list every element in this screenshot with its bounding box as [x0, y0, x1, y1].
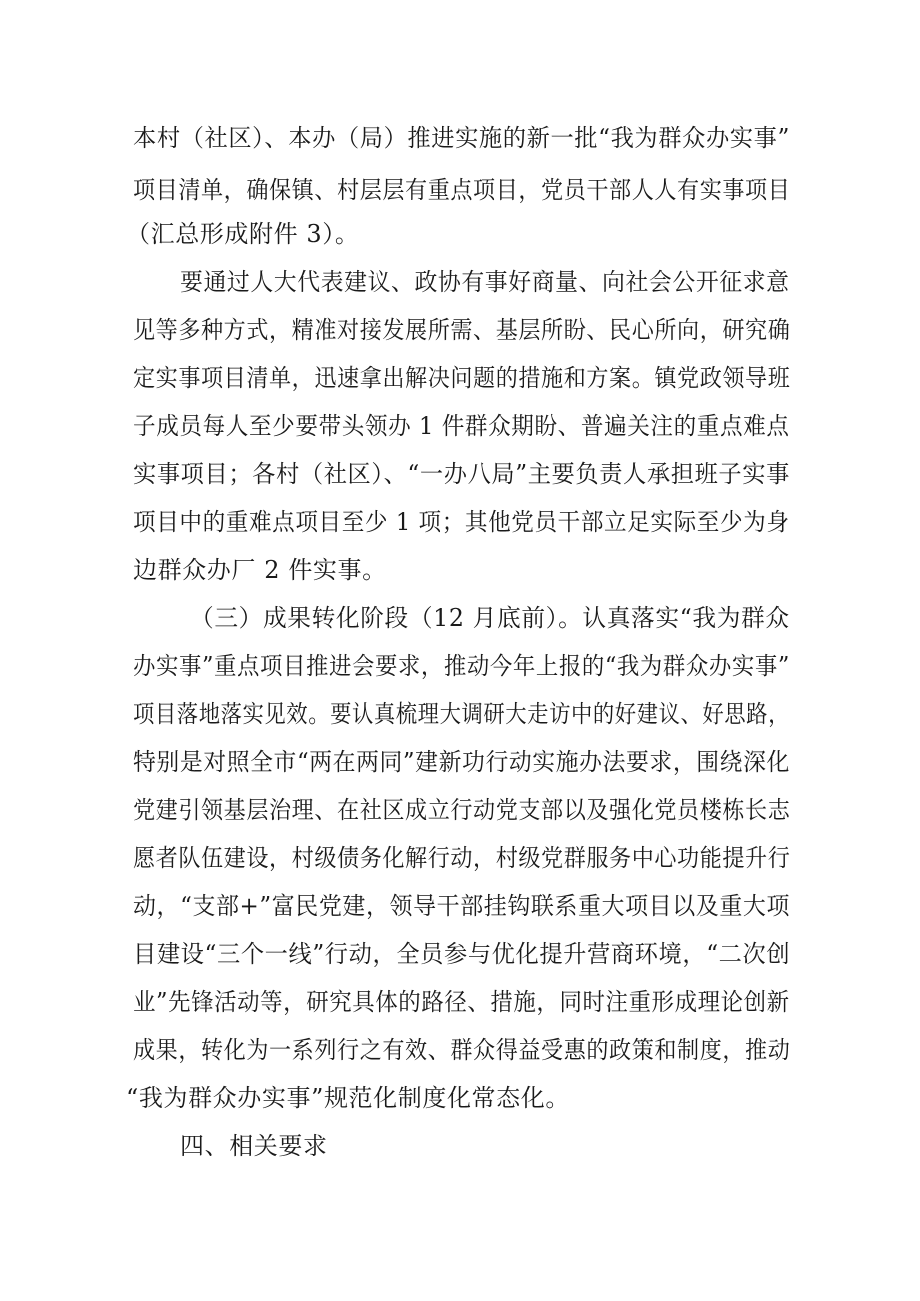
text-line: 动，“支部+”富民党建，领导干部挂钩联系重大项目以及重大项 [133, 892, 791, 920]
text-line: 项目清单，确保镇、村层层有重点项目，党员干部人人有实事项目 [133, 176, 791, 204]
section-heading-3: （三）成果转化阶段（12 月底前）。认真落实“我为群众 [190, 604, 790, 632]
text-line: 特别是对照全市“两在两同”建新功行动实施办法要求，围绕深化 [133, 748, 790, 776]
text-line: 要通过人大代表建议、政协有事好商量、向社会公开征求意 [180, 268, 790, 296]
text-line: “我为群众办实事”规范化制度化常态化。 [126, 1084, 570, 1112]
text-line: （汇总形成附件 3）。 [126, 220, 360, 248]
text-line: 定实事项目清单，迅速拿出解决问题的措施和方案。镇党政领导班 [133, 364, 791, 392]
text-line: 业”先锋活动等，研究具体的路径、措施，同时注重形成理论创新 [133, 988, 790, 1016]
text-line: 项目中的重难点项目至少 1 项；其他党员干部立足实际至少为身 [133, 508, 790, 536]
text-line: 目建设“三个一线”行动，全员参与优化提升营商环境，“二次创 [133, 940, 791, 968]
section-heading-4: 四、相关要求 [180, 1132, 328, 1160]
text-line: 本村（社区）、本办（局）推进实施的新一批“我为群众办实事” [133, 124, 790, 152]
text-line: 边群众办厂 2 件实事。 [133, 556, 387, 584]
text-line: 子成员每人至少要带头领办 1 件群众期盼、普遍关注的重点难点 [133, 412, 790, 440]
text-line: 办实事”重点项目推进会要求，推动今年上报的“我为群众办实事” [133, 652, 790, 680]
text-line: 见等多种方式，精准对接发展所需、基层所盼、民心所向，研究确 [133, 316, 791, 344]
text-line: 党建引领基层治理、在社区成立行动党支部以及强化党员楼栋长志 [133, 796, 791, 824]
text-line: 愿者队伍建设，村级债务化解行动，村级党群服务中心功能提升行 [133, 844, 791, 872]
text-line: 实事项目；各村（社区）、“一办八局”主要负责人承担班子实事 [133, 460, 790, 488]
text-line: 项目落地落实见效。要认真梳理大调研大走访中的好建议、好思路， [133, 700, 790, 728]
text-line: 成果，转化为一系列行之有效、群众得益受惠的政策和制度，推动 [133, 1036, 791, 1064]
